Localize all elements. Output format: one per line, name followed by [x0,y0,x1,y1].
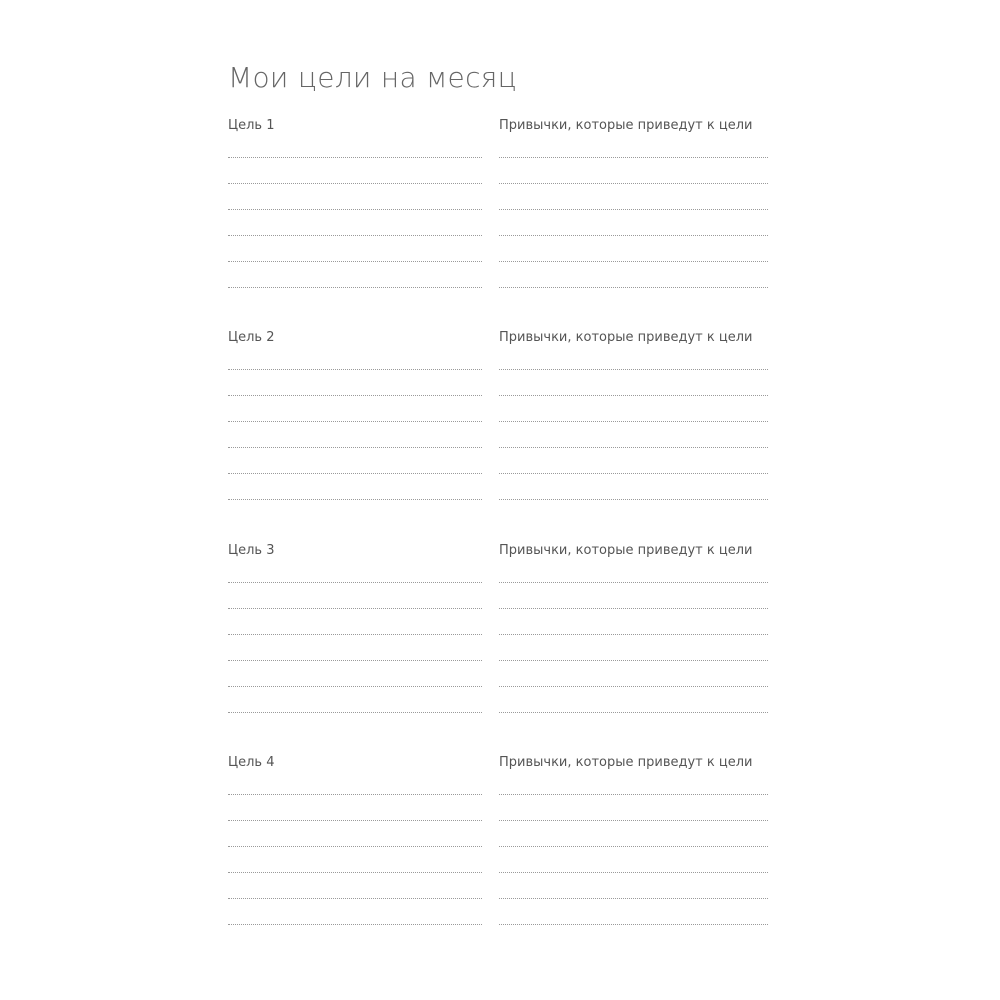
habits-column [499,543,768,723]
goal-write-line[interactable] [228,235,482,236]
habit-write-line[interactable] [499,820,768,821]
goal-write-line[interactable] [228,421,482,422]
goal-write-line[interactable] [228,157,482,158]
habit-write-line[interactable] [499,395,768,396]
goal-write-line[interactable] [228,846,482,847]
habit-write-line[interactable] [499,634,768,635]
goal-write-line[interactable] [228,686,482,687]
goal-write-line[interactable] [228,608,482,609]
habit-write-line[interactable] [499,369,768,370]
page-title: Мои цели на месяц [228,61,517,94]
goal-label: Цель 1 [228,118,275,133]
goal-column [228,543,482,723]
goal-column [228,330,482,510]
goal-write-line[interactable] [228,395,482,396]
goal-write-line[interactable] [228,820,482,821]
habit-write-line[interactable] [499,686,768,687]
habit-write-line[interactable] [499,209,768,210]
goal-write-line[interactable] [228,660,482,661]
goal-column [228,118,482,298]
habit-write-line[interactable] [499,261,768,262]
habits-column [499,118,768,298]
habit-write-line[interactable] [499,235,768,236]
habits-column [499,330,768,510]
goal-write-line[interactable] [228,582,482,583]
goal-label: Цель 3 [228,543,275,558]
goal-section-4 [228,755,768,935]
goal-write-line[interactable] [228,634,482,635]
goal-column [228,755,482,935]
habit-write-line[interactable] [499,924,768,925]
goal-write-line[interactable] [228,473,482,474]
goal-write-line[interactable] [228,209,482,210]
habit-write-line[interactable] [499,794,768,795]
habit-write-line[interactable] [499,157,768,158]
habit-write-line[interactable] [499,846,768,847]
goal-label: Цель 2 [228,330,275,345]
habit-write-line[interactable] [499,872,768,873]
habit-write-line[interactable] [499,608,768,609]
goal-write-line[interactable] [228,287,482,288]
goal-label: Цель 4 [228,755,275,770]
habit-write-line[interactable] [499,287,768,288]
goal-section-2 [228,330,768,510]
habits-column [499,755,768,935]
habit-write-line[interactable] [499,898,768,899]
goal-write-line[interactable] [228,872,482,873]
goal-write-line[interactable] [228,261,482,262]
habit-write-line[interactable] [499,473,768,474]
habit-write-line[interactable] [499,712,768,713]
habit-write-line[interactable] [499,499,768,500]
habit-write-line[interactable] [499,421,768,422]
habit-write-line[interactable] [499,582,768,583]
goal-write-line[interactable] [228,924,482,925]
habit-write-line[interactable] [499,183,768,184]
goal-write-line[interactable] [228,369,482,370]
goal-write-line[interactable] [228,499,482,500]
habits-label: Привычки, которые приведут к цели [499,543,753,558]
habit-write-line[interactable] [499,660,768,661]
habits-label: Привычки, которые приведут к цели [499,330,753,345]
goal-write-line[interactable] [228,794,482,795]
goal-write-line[interactable] [228,712,482,713]
goal-write-line[interactable] [228,447,482,448]
habits-label: Привычки, которые приведут к цели [499,755,753,770]
goal-section-3 [228,543,768,723]
habits-label: Привычки, которые приведут к цели [499,118,753,133]
habit-write-line[interactable] [499,447,768,448]
goal-section-1 [228,118,768,298]
goal-write-line[interactable] [228,898,482,899]
goal-write-line[interactable] [228,183,482,184]
